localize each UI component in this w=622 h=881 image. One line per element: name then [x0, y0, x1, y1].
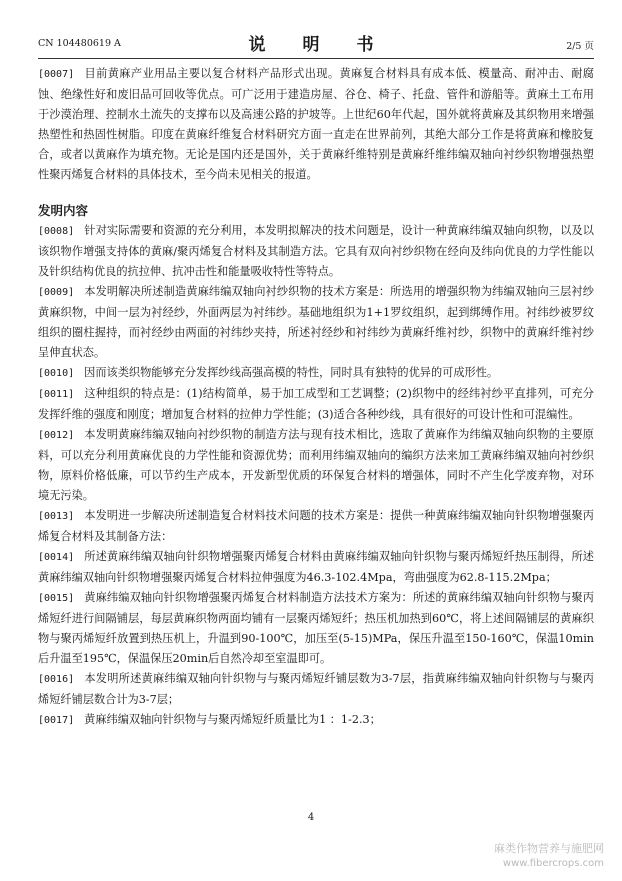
paragraph [38, 384, 594, 425]
watermark-title: 麻类作物营养与施肥网 [494, 842, 604, 855]
paragraph [38, 588, 594, 669]
paragraph-text: 黄麻纬编双轴向针织物与与聚丙烯短纤质量比为1 ：1-2.3； [84, 713, 381, 726]
paragraph-number: [0012] [38, 430, 75, 441]
paragraph-text: 目前黄麻产业用品主要以复合材料产品形式出现。黄麻复合材料具有成本低、模量高、耐冲击、耐腐蚀、绝缘性好和废旧品可回收等优点。可广泛用于建造房屋、谷仓、椅子、托盘、管件和游船等。黄麻土工布用于沙漠治理、控制水土流失的支撑布以及高速公路的护坡等。上世纪60年代起，国外就将黄麻及其织物用来增强热塑性和热固性树脂。印度在黄麻纤维复合材料研究方面一直走在世界前列，其绝大部分工作是将黄麻和橡胶复合，或者以黄麻作为填充物。无论是国内还是国外，关于黄麻纤维特别是黄麻纤维纬编双轴向衬纱织物增强热塑性聚丙烯复合材料的具体技术，至今尚未见相关的报道。 [38, 67, 594, 181]
paragraph-text: 针对实际需要和资源的充分利用，本发明拟解决的技术问题是，设计一种黄麻纬编双轴向织物，以及以该织物作增强支持体的黄麻/聚丙烯复合材料及其制造方法。它具有双向衬纱织物在经向及纬向优良的力学性能以及针织结构优良的抗拉伸、抗冲击性和能量吸收特性等特点。 [38, 224, 594, 278]
watermark-url: www.fibercrops.com [502, 858, 604, 869]
paragraph-number: [0010] [38, 368, 75, 379]
paragraph-text: 因而该类织物能够充分发挥纱线高强高模的特性，同时具有独特的优异的可成形性。 [84, 366, 499, 379]
paragraph [38, 425, 594, 506]
paragraph-text: 本发明所述黄麻纬编双轴向针织物与与聚丙烯短纤铺层数为3-7层，指黄麻纬编双轴向针织物与与聚丙烯短纤铺层数合计为3-7层； [38, 672, 594, 706]
paragraph-text: 本发明进一步解决所述制造复合材料技术问题的技术方案是：提供一种黄麻纬编双轴向针织物增强聚丙烯复合材料及其制备方法： [38, 509, 594, 543]
paragraph-number: [0017] [38, 715, 75, 726]
paragraph-number: [0016] [38, 674, 75, 685]
page-indicator: 2/5 页 [566, 41, 594, 52]
paragraph [38, 710, 594, 731]
paragraph-text: 这种组织的特点是：(1)结构简单，易于加工成型和工艺调整；(2)织物中的经纬衬纱平直排列，可充分发挥纤维的强度和刚度；增加复合材料的拉伸力学性能；(3)适合各种纱线，具有很好的可设计性和可混编性。 [38, 387, 594, 421]
document-id: CN 104480619 A [38, 38, 121, 49]
paragraph [38, 64, 594, 185]
paragraph-number: [0007] [38, 69, 75, 80]
paragraph-text: 所述黄麻纬编双轴向针织物增强聚丙烯复合材料由黄麻纬编双轴向针织物与聚丙烯短纤热压制得，所述黄麻纬编双轴向针织物增强聚丙烯复合材料拉伸强度为46.3-102.4Mpa，弯曲强度为62.8-115.2Mpa； [38, 550, 594, 584]
section-heading: 发明内容 [38, 203, 89, 218]
paragraph-number: [0011] [38, 389, 75, 400]
paragraph-number: [0009] [38, 287, 75, 298]
paragraph [38, 282, 594, 363]
paragraph-number: [0008] [38, 226, 75, 237]
paragraph-text: 本发明黄麻纬编双轴向衬纱织物的制造方法与现有技术相比，选取了黄麻作为纬编双轴向织物的主要原料，可以充分利用黄麻优良的力学性能和资源优势；而利用纬编双轴向的编织方法来加工黄麻纬编双轴向衬纱织物，原料价格低廉，可以节约生产成本，开发新型优质的环保复合材料的增强体，同时不产生化学废弃物，对环境无污染。 [38, 428, 594, 502]
header-rule [38, 58, 594, 59]
document-body [38, 64, 594, 731]
watermark [494, 841, 604, 871]
page-header [38, 28, 594, 54]
paragraph [38, 506, 594, 547]
paragraph-text: 黄麻纬编双轴向针织物增强聚丙烯复合材料制造方法技术方案为：所述的黄麻纬编双轴向针织物与聚丙烯短纤进行间隔铺层，每层黄麻织物两面均铺有一层聚丙烯短纤；热压机加热到60℃，将上述间隔铺层的黄麻织物与聚丙烯短纤放置到热压机上，升温到90-100℃，加压至(5-15)MPa，保压升温至150-160℃，保温10min后升温至195℃，保温保压20min后自然冷却至室温即可。 [38, 591, 594, 665]
page-number: 4 [307, 812, 315, 823]
background-paragraphs [38, 64, 594, 185]
paragraph [38, 669, 594, 710]
paragraph-number: [0015] [38, 593, 75, 604]
paragraph-text: 本发明解决所述制造黄麻纬编双轴向衬纱织物的技术方案是：所选用的增强织物为纬编双轴向三层衬纱黄麻织物，中间一层为衬经纱，外面两层为衬纬纱。基础地组织为1+1罗纹组织，起到绑缚作用。衬纬纱被罗纹组织的圈柱握持，而衬经纱由两面的衬纬纱夹持，所述衬经纱和衬纬纱为黄麻纤维衬纱，织物中的黄麻纤维衬纱呈伸直状态。 [38, 285, 594, 359]
paragraph-number: [0014] [38, 552, 75, 563]
paragraph [38, 221, 594, 282]
paragraph [38, 363, 594, 384]
document-title: 说 明 书 [248, 35, 384, 55]
paragraph [38, 547, 594, 588]
invention-paragraphs [38, 221, 594, 731]
paragraph-number: [0013] [38, 511, 75, 522]
